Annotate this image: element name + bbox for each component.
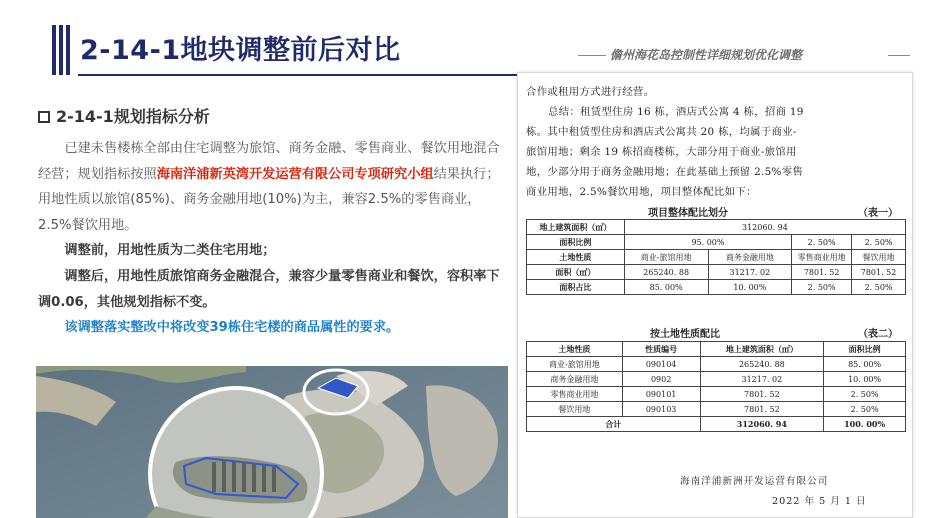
table-cell: 商务金融用地	[708, 250, 792, 265]
table-cell: 265240. 88	[700, 357, 824, 372]
table-header-cell: 性质编号	[622, 342, 700, 357]
table-cell: 31217. 02	[708, 265, 792, 280]
table-cell: 商务金融用地	[527, 372, 623, 387]
table-cell: 商业-旅馆用地	[624, 250, 708, 265]
page-title: 2-14-1地块调整前后对比	[80, 35, 401, 66]
table-cell: 地上建筑面积（㎡）	[527, 220, 625, 235]
table-cell: 7801. 52	[852, 265, 906, 280]
table-cell: 餐饮用地	[527, 402, 623, 417]
title-underline	[78, 74, 518, 76]
table-total-row	[527, 417, 906, 432]
doc-line-1: 合作或租用方式进行经营。	[526, 86, 655, 98]
p1-text-a: 已建未售楼栋全部由住宅调整为旅馆、商务金融、零售商业、餐饮用地混合经营；规划指标按照	[38, 141, 500, 182]
table-cell: 090103	[622, 402, 700, 417]
table-cell: 312060. 94	[700, 417, 824, 432]
doc-line-2: 总结：租赁型住房 16 栋，酒店式公寓 4 栋，招商 19	[548, 106, 804, 118]
paragraph-4: 该调整落实整改中将改变39栋住宅楼的商品属性的要求。	[64, 320, 400, 336]
table1-overall-ratio	[526, 219, 906, 295]
caption-rule-left	[578, 55, 606, 56]
analysis-text	[38, 136, 504, 341]
table-cell: 85. 00%	[624, 280, 708, 295]
table-cell: 312060. 94	[624, 220, 905, 235]
table-cell: 2. 50%	[852, 235, 906, 250]
planning-document	[517, 72, 913, 518]
signature-date: 2022 年 5 月 1 日	[772, 496, 867, 507]
aerial-site-map	[36, 366, 508, 518]
table-header-row	[527, 342, 906, 357]
doc-line-5: 地，少部分用于商务金融用地；在此基础上预留 2.5%零售	[526, 166, 804, 178]
table2-tag: （表二）	[858, 329, 898, 340]
table-cell: 7801. 52	[700, 387, 824, 402]
p1-text-b: 结果执行；用地性质以旅馆(85%)、商务金融用地(10%)为主，兼容2.5%的零售商业，2.5%餐饮用地。	[38, 166, 500, 233]
table-cell: 10. 00%	[824, 372, 906, 387]
table-cell: 2. 50%	[824, 387, 906, 402]
p1-highlight: 海南洋浦新英湾开发运营有限公司专项研究小组	[156, 166, 434, 182]
table-cell: 零售商业用地	[527, 387, 623, 402]
table-cell: 2. 50%	[792, 280, 852, 295]
table-cell: 7801. 52	[700, 402, 824, 417]
table-cell: 7801. 52	[792, 265, 852, 280]
table-cell: 265240. 88	[624, 265, 708, 280]
table-cell: 2. 50%	[852, 280, 906, 295]
caption-rule-right	[888, 55, 910, 56]
table-cell: 零售商业用地	[792, 250, 852, 265]
table-cell: 0902	[622, 372, 700, 387]
table-header-cell: 土地性质	[527, 342, 623, 357]
table-row	[527, 372, 906, 387]
table-cell: 100. 00%	[824, 417, 906, 432]
paragraph-1	[38, 136, 504, 238]
table-cell: 10. 00%	[708, 280, 792, 295]
title-accent-stripes	[52, 25, 74, 75]
doc-line-6: 商业用地，2.5%餐饮用地，项目整体配比如下：	[526, 186, 757, 198]
signature-organization: 海南洋浦新洲开发运营有限公司	[680, 476, 829, 487]
table-row	[527, 220, 906, 235]
table-header-cell: 面积比例	[824, 342, 906, 357]
table-cell: 商业-旅馆用地	[527, 357, 623, 372]
table-cell: 2. 50%	[824, 402, 906, 417]
section-title-text: 2-14-1规划指标分析	[56, 107, 210, 126]
table-row	[527, 402, 906, 417]
table-cell: 面积比例	[527, 235, 625, 250]
section-title	[38, 104, 210, 127]
table-cell: 土地性质	[527, 250, 625, 265]
doc-line-3: 栋。其中租赁型住房和酒店式公寓共 20 栋，均属于商业-	[526, 126, 797, 138]
table-row	[527, 387, 906, 402]
table2-title: 按土地性质配比	[650, 329, 720, 340]
paragraph-3: 调整后，用地性质旅馆商务金融混合，兼容少量零售商业和餐饮，容积率下调0.06，其他规划指标不变。	[38, 268, 500, 310]
table2-by-land-use	[526, 341, 906, 432]
paragraph-2: 调整前，用地性质为二类住宅用地；	[64, 243, 276, 259]
table-cell: 面积（㎡）	[527, 265, 625, 280]
doc-line-4: 旅馆用地；剩余 19 栋招商楼栋，大部分用于商业-旅馆用	[526, 146, 797, 158]
table-row	[527, 250, 906, 265]
table-row	[527, 265, 906, 280]
table-header-cell: 地上建筑面积（㎡）	[700, 342, 824, 357]
table-row	[527, 235, 906, 250]
table-cell: 31217. 02	[700, 372, 824, 387]
table-cell: 2. 50%	[792, 235, 852, 250]
table-cell: 85. 00%	[824, 357, 906, 372]
table-cell: 面积占比	[527, 280, 625, 295]
table1-tag: （表一）	[858, 208, 898, 219]
table-row	[527, 280, 906, 295]
table-cell: 95. 00%	[624, 235, 791, 250]
table-cell: 合计	[527, 417, 701, 432]
header-caption: 儋州海花岛控制性详细规划优化调整	[610, 48, 803, 62]
square-bullet-icon	[38, 111, 50, 123]
table-cell: 090101	[622, 387, 700, 402]
table1-title: 项目整体配比划分	[648, 208, 728, 219]
table-cell: 餐饮用地	[852, 250, 906, 265]
table-cell: 090104	[622, 357, 700, 372]
table-row	[527, 357, 906, 372]
